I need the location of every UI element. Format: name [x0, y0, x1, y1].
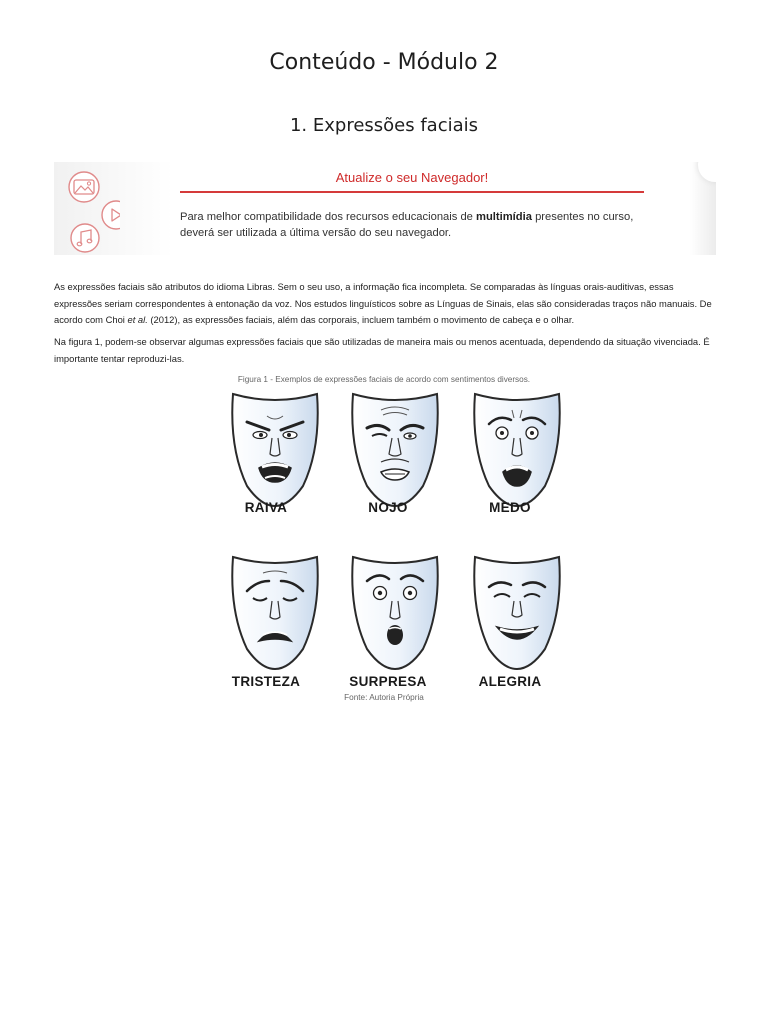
face-raiva — [225, 388, 325, 510]
face-label-nojo: NOJO — [368, 500, 408, 515]
nojo-mask-icon — [345, 388, 445, 510]
paragraph-1-text-b: (2012), as expressões faciais, além das corporais, incluem também o movimento de cabeça e o olhar. — [147, 314, 575, 326]
face-medo — [467, 388, 567, 510]
banner-divider — [180, 191, 644, 193]
face-label-medo: MEDO — [489, 500, 531, 515]
banner-text-a: Para melhor compatibilidade dos recursos educacionais de — [180, 211, 477, 223]
banner-text-c: deverá ser utilizada a última versão do seu navegador. — [180, 226, 452, 239]
banner-text — [180, 210, 660, 241]
face-label-alegria: ALEGRIA — [478, 674, 542, 689]
banner-icon-group — [60, 166, 120, 254]
banner-text-bold: multimídia — [476, 211, 532, 223]
section-title: 1. Expressões faciais — [289, 115, 479, 136]
play-icon — [102, 201, 120, 229]
face-alegria — [467, 551, 567, 673]
paragraph-1-italic: et al. — [127, 314, 148, 326]
face-label-raiva: RAIVA — [244, 500, 288, 515]
banner-text-b: presentes no curso, — [531, 211, 634, 223]
paragraph-1-text-a: As expressões faciais são atributos do idioma Libras. Sem o seu uso, a informação fica incompleta. Se comparadas às línguas orais-auditivas, essas expressões seriam correspondentes à entonação da voz. Nos estudos linguísticos sobre as Línguas de Sinais, elas são consideradas traços não manuais. De acordo com Choi — [54, 281, 712, 326]
image-icon — [69, 172, 99, 202]
face-nojo — [345, 388, 445, 510]
face-surpresa — [345, 551, 445, 673]
page-title: Conteúdo - Módulo 2 — [269, 50, 499, 75]
face-tristeza — [225, 551, 325, 673]
tristeza-mask-icon — [225, 551, 325, 673]
face-label-surpresa: SURPRESA — [349, 674, 427, 689]
figure-caption: Figura 1 - Exemplos de expressões faciais de acordo com sentimentos diversos. — [237, 375, 531, 384]
alegria-mask-icon — [467, 551, 567, 673]
figure-source: Fonte: Autoria Própria — [344, 693, 424, 702]
surpresa-mask-icon — [345, 551, 445, 673]
paragraph-1 — [54, 279, 716, 329]
paragraph-2: Na figura 1, podem-se observar algumas expressões faciais que são utilizadas de maneira mais ou menos acentuada, dependendo da situação vivenciada. É importante tentar reproduzi-las. — [54, 336, 710, 364]
music-icon — [71, 224, 99, 252]
raiva-mask-icon — [225, 388, 325, 510]
banner-corner-decoration — [698, 162, 716, 182]
face-label-tristeza: TRISTEZA — [231, 674, 301, 689]
medo-mask-icon — [467, 388, 567, 510]
banner-title: Atualize o seu Navegador! — [335, 170, 489, 185]
browser-update-banner — [54, 162, 716, 255]
